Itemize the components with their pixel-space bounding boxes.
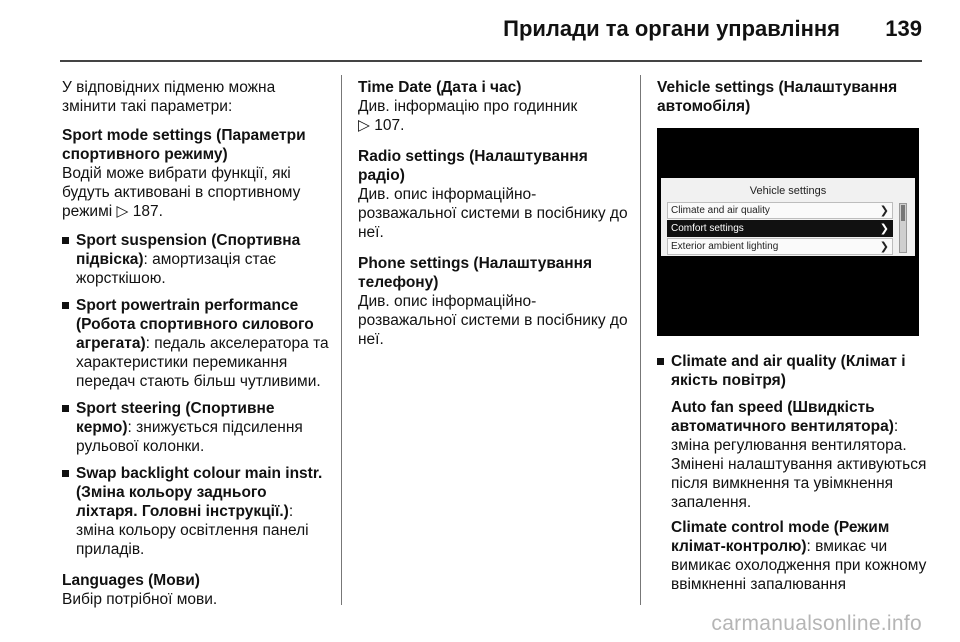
vehicle-settings-heading: Vehicle settings (Налаштування автомобіля) xyxy=(657,79,898,115)
radio-settings-heading: Radio settings (Налаштування радіо) xyxy=(358,148,588,184)
languages-text: Вибір потрібної мови. xyxy=(62,591,218,608)
sport-mode-page-ref[interactable]: 187. xyxy=(132,203,163,220)
page-ref-arrow-icon: ▷ xyxy=(358,117,370,134)
chevron-right-icon: ❯ xyxy=(879,223,889,235)
time-date-text: Див. інформацію про годинник ▷ 107. xyxy=(358,98,578,134)
column-left xyxy=(62,78,332,619)
time-date-heading: Time Date (Дата і час) xyxy=(358,79,522,96)
radio-settings-text: Див. опис інформаційно-розважальної системи в посібнику до неї. xyxy=(358,186,628,241)
page-title: Прилади та органи управління xyxy=(503,16,840,41)
vehicle-settings-screenshot xyxy=(657,128,919,336)
climate-details xyxy=(657,398,927,594)
phone-settings-heading: Phone settings (Налаштування телефону) xyxy=(358,255,593,291)
menu-title: Vehicle settings xyxy=(749,185,827,197)
bullet-climate-air-quality: Climate and air quality (Клімат і якість повітря) xyxy=(657,352,927,390)
bullet-sport-steering: Sport steering (Спортивне кермо): знижується підсилення рульової колонки. xyxy=(62,399,332,456)
languages-heading: Languages (Мови) xyxy=(62,572,200,589)
page-number: 139 xyxy=(885,16,922,41)
vehicle-settings-menu xyxy=(661,178,915,256)
menu-item-exterior-lighting[interactable]: Exterior ambient lighting ❯ xyxy=(667,238,893,255)
phone-settings-text: Див. опис інформаційно-розважальної системи в посібнику до неї. xyxy=(358,293,628,348)
bullet-sport-powertrain: Sport powertrain performance (Робота спортивного силового агрегата): педаль акселератора та характеристики перемикання передач стають більш чутливими. xyxy=(62,296,332,391)
page-header xyxy=(0,0,960,62)
page-ref-arrow-icon: ▷ xyxy=(116,203,129,220)
auto-fan-speed-text: Auto fan speed (Швидкість автоматичного вентилятора): зміна регулювання вентилятора. Змінені налаштування активуються після вимкнення та увімкнення запалення. xyxy=(671,399,927,511)
watermark: carmanualsonline.info xyxy=(711,612,922,635)
sport-mode-text: Водій може вибрати функції, які будуть активовані в спортивному режимі ▷ 187. xyxy=(62,165,301,220)
column-right xyxy=(657,78,927,604)
sport-mode-heading: Sport mode settings (Параметри спортивного режиму) xyxy=(62,127,306,163)
time-page-ref[interactable]: 107. xyxy=(374,117,405,134)
chevron-right-icon: ❯ xyxy=(879,205,889,217)
menu-item-comfort[interactable]: Comfort settings ❯ xyxy=(667,220,893,237)
menu-scrollbar[interactable] xyxy=(899,203,907,253)
column-divider-2 xyxy=(640,75,641,605)
menu-item-climate[interactable]: Climate and air quality ❯ xyxy=(667,202,893,219)
bullet-swap-backlight: Swap backlight colour main instr. (Зміна кольору заднього ліхтаря. Головні інструкції.): зміна кольору освітлення панелі приладів. xyxy=(62,464,332,559)
column-divider-1 xyxy=(341,75,342,605)
climate-control-mode-text: Climate control mode (Режим клімат-контролю): вмикає чи вимикає охолодження при кожному ввімкненні запалювання xyxy=(671,519,927,593)
column-middle xyxy=(358,78,628,359)
scrollbar-thumb[interactable] xyxy=(901,205,905,221)
bullet-sport-suspension: Sport suspension (Спортивна підвіска): амортизація стає жорсткішою. xyxy=(62,231,332,288)
intro-text: У відповідних підменю можна змінити такі параметри: xyxy=(62,79,276,115)
chevron-right-icon: ❯ xyxy=(879,241,889,253)
header-divider xyxy=(60,60,922,62)
